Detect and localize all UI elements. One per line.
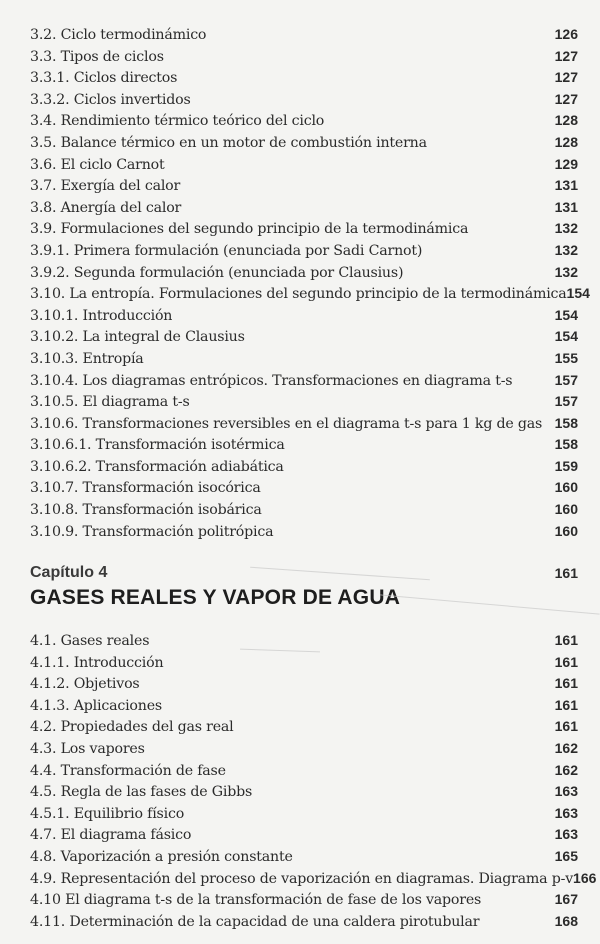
toc-entry-title: 4.11. Determinación de la capacidad de una caldera pirotubular bbox=[30, 913, 480, 930]
toc-entry-title: 3.10.6. Transformaciones reversibles en el diagrama t-s para 1 kg de gas bbox=[30, 415, 543, 432]
toc-row[interactable] bbox=[30, 132, 578, 154]
toc-entry-page: 131 bbox=[554, 177, 578, 194]
toc-entry-title: 4.4. Transformación de fase bbox=[30, 762, 226, 779]
toc-entry-page: 126 bbox=[554, 26, 578, 42]
toc-entry-page: 154 bbox=[554, 328, 578, 345]
toc-entry-title: 3.10.8. Transformación isobárica bbox=[30, 502, 262, 519]
toc-row[interactable] bbox=[30, 24, 578, 46]
toc-row[interactable] bbox=[30, 240, 578, 262]
toc-entry-title: 3.9.1. Primera formulación (enunciada por Sadi Carnot) bbox=[30, 242, 423, 259]
toc-entry-title: 3.2. Ciclo termodinámico bbox=[30, 27, 207, 43]
toc-row[interactable] bbox=[30, 391, 578, 413]
toc-entry-page: 154 bbox=[566, 285, 590, 302]
toc-entry-page: 131 bbox=[554, 198, 578, 215]
toc-entry-page: 132 bbox=[554, 263, 578, 280]
toc-entry-page: 163 bbox=[554, 783, 578, 800]
toc-entry-title: 4.1. Gases reales bbox=[30, 633, 150, 649]
toc-entry-page: 168 bbox=[554, 912, 578, 929]
toc-entry-page: 161 bbox=[554, 718, 578, 735]
toc-entry-page: 132 bbox=[554, 220, 578, 237]
toc-row[interactable] bbox=[30, 175, 578, 197]
toc-row[interactable] bbox=[30, 499, 578, 521]
toc-entry-page: 162 bbox=[554, 739, 578, 756]
toc-entry-title: 4.5. Regla de las fases de Gibbs bbox=[30, 784, 253, 801]
toc-row[interactable] bbox=[30, 630, 578, 652]
toc-list-chapter-3 bbox=[30, 24, 590, 542]
toc-row[interactable] bbox=[30, 262, 578, 284]
toc-entry-page: 129 bbox=[554, 155, 578, 172]
toc-entry-title: 4.3. Los vapores bbox=[30, 740, 145, 757]
toc-entry-title: 4.1.2. Objetivos bbox=[30, 676, 140, 693]
toc-entry-title: 4.9. Representación del proceso de vaporización en diagramas. Diagrama p-v bbox=[30, 870, 574, 887]
toc-entry-page: 163 bbox=[554, 804, 578, 821]
toc-entry-page: 165 bbox=[554, 847, 578, 864]
toc-entry-page: 167 bbox=[554, 891, 578, 908]
toc-entry-page: 128 bbox=[554, 112, 578, 129]
toc-row[interactable] bbox=[30, 889, 578, 911]
toc-entry-title: 3.6. El ciclo Carnot bbox=[30, 156, 165, 173]
toc-row[interactable] bbox=[30, 283, 590, 305]
toc-entry-title: 3.10.7. Transformación isocórica bbox=[30, 480, 261, 497]
toc-entry-page: 161 bbox=[554, 696, 578, 713]
toc-row[interactable] bbox=[30, 521, 578, 543]
toc-entry-page: 128 bbox=[554, 133, 578, 150]
toc-entry-page: 157 bbox=[554, 393, 578, 410]
toc-entry-page: 127 bbox=[554, 90, 578, 107]
toc-entry-title: 3.10.6.1. Transformación isotérmica bbox=[30, 437, 285, 454]
toc-entry-title: 3.10.1. Introducción bbox=[30, 307, 173, 324]
toc-entry-page: 155 bbox=[554, 349, 578, 366]
toc-entry-title: 3.10. La entropía. Formulaciones del segundo principio de la termodinámica bbox=[30, 286, 567, 303]
toc-row[interactable] bbox=[30, 46, 578, 68]
chapter-title: GASES REALES Y VAPOR DE AGUA bbox=[30, 586, 401, 609]
toc-row[interactable] bbox=[30, 110, 578, 132]
toc-row[interactable] bbox=[30, 911, 578, 933]
toc-entry-page: 162 bbox=[554, 761, 578, 778]
toc-entry-title: 3.10.9. Transformación politrópica bbox=[30, 523, 274, 540]
toc-row[interactable] bbox=[30, 846, 578, 868]
toc-entry-page: 160 bbox=[554, 522, 578, 539]
toc-row[interactable] bbox=[30, 695, 578, 717]
toc-row[interactable] bbox=[30, 738, 578, 760]
toc-entry-title: 4.2. Propiedades del gas real bbox=[30, 719, 234, 736]
toc-entry-page: 161 bbox=[554, 653, 578, 670]
toc-entry-title: 3.7. Exergía del calor bbox=[30, 178, 181, 195]
toc-entry-title: 3.5. Balance térmico en un motor de combustión interna bbox=[30, 134, 427, 151]
toc-row[interactable] bbox=[30, 868, 597, 890]
toc-entry-title: 3.10.5. El diagrama t-s bbox=[30, 394, 190, 411]
toc-row[interactable] bbox=[30, 456, 578, 478]
toc-entry-title: 4.1.3. Aplicaciones bbox=[30, 697, 162, 714]
scan-artifact-line bbox=[380, 594, 599, 614]
toc-row[interactable] bbox=[30, 781, 578, 803]
toc-row[interactable] bbox=[30, 803, 578, 825]
toc-entry-page: 166 bbox=[573, 869, 597, 886]
toc-entry-page: 127 bbox=[554, 69, 578, 86]
toc-entry-title: 4.1.1. Introducción bbox=[30, 654, 164, 671]
toc-entry-title: 3.3.1. Ciclos directos bbox=[30, 70, 178, 87]
toc-row[interactable] bbox=[30, 824, 578, 846]
toc-row[interactable] bbox=[30, 89, 578, 111]
toc-row[interactable] bbox=[30, 370, 578, 392]
toc-entry-title: 3.8. Anergía del calor bbox=[30, 199, 182, 216]
toc-entry-page: 154 bbox=[554, 306, 578, 323]
toc-entry-page: 159 bbox=[554, 457, 578, 474]
toc-entry-title: 3.10.3. Entropía bbox=[30, 350, 144, 367]
toc-row[interactable] bbox=[30, 760, 578, 782]
toc-entry-title: 3.10.6.2. Transformación adiabática bbox=[30, 458, 284, 475]
toc-row[interactable] bbox=[30, 326, 578, 348]
toc-entry-title: 4.7. El diagrama fásico bbox=[30, 827, 192, 844]
toc-list-chapter-4 bbox=[30, 630, 597, 932]
toc-row[interactable] bbox=[30, 218, 578, 240]
toc-entry-title: 3.4. Rendimiento térmico teórico del ciclo bbox=[30, 113, 325, 130]
toc-row[interactable] bbox=[30, 477, 578, 499]
toc-entry-title: 3.9.2. Segunda formulación (enunciada por Clausius) bbox=[30, 264, 404, 281]
toc-entry-page: 157 bbox=[554, 371, 578, 388]
toc-row[interactable] bbox=[30, 434, 578, 456]
toc-entry-page: 158 bbox=[554, 436, 578, 453]
toc-row[interactable] bbox=[30, 305, 578, 327]
toc-entry-title: 3.3. Tipos de ciclos bbox=[30, 48, 164, 65]
toc-entry-title: 3.3.2. Ciclos invertidos bbox=[30, 91, 191, 108]
toc-entry-page: 161 bbox=[554, 675, 578, 692]
toc-row[interactable] bbox=[30, 673, 578, 695]
toc-row[interactable] bbox=[30, 67, 578, 89]
toc-entry-title: 4.10 El diagrama t-s de la transformación de fase de los vapores bbox=[30, 892, 482, 909]
toc-entry-page: 127 bbox=[554, 47, 578, 64]
chapter-page-number: 161 bbox=[554, 565, 578, 581]
toc-row[interactable] bbox=[30, 652, 578, 674]
scan-artifact-line bbox=[250, 567, 430, 581]
toc-row[interactable] bbox=[30, 154, 578, 176]
toc-entry-title: 3.10.4. Los diagramas entrópicos. Transformaciones en diagrama t-s bbox=[30, 372, 513, 389]
toc-entry-page: 160 bbox=[554, 479, 578, 496]
toc-entry-page: 132 bbox=[554, 241, 578, 258]
toc-entry-title: 3.9. Formulaciones del segundo principio de la termodinámica bbox=[30, 221, 469, 238]
toc-entry-title: 4.5.1. Equilibrio físico bbox=[30, 805, 185, 822]
toc-entry-title: 4.8. Vaporización a presión constante bbox=[30, 848, 293, 865]
toc-row[interactable] bbox=[30, 197, 578, 219]
toc-row[interactable] bbox=[30, 348, 578, 370]
toc-entry-title: 3.10.2. La integral de Clausius bbox=[30, 329, 245, 346]
toc-row[interactable] bbox=[30, 413, 578, 435]
toc-row[interactable] bbox=[30, 716, 578, 738]
toc-entry-page: 161 bbox=[554, 632, 578, 648]
toc-entry-page: 160 bbox=[554, 501, 578, 518]
toc-entry-page: 163 bbox=[554, 826, 578, 843]
chapter-label: Capítulo 4 bbox=[30, 564, 108, 581]
toc-entry-page: 158 bbox=[554, 414, 578, 431]
